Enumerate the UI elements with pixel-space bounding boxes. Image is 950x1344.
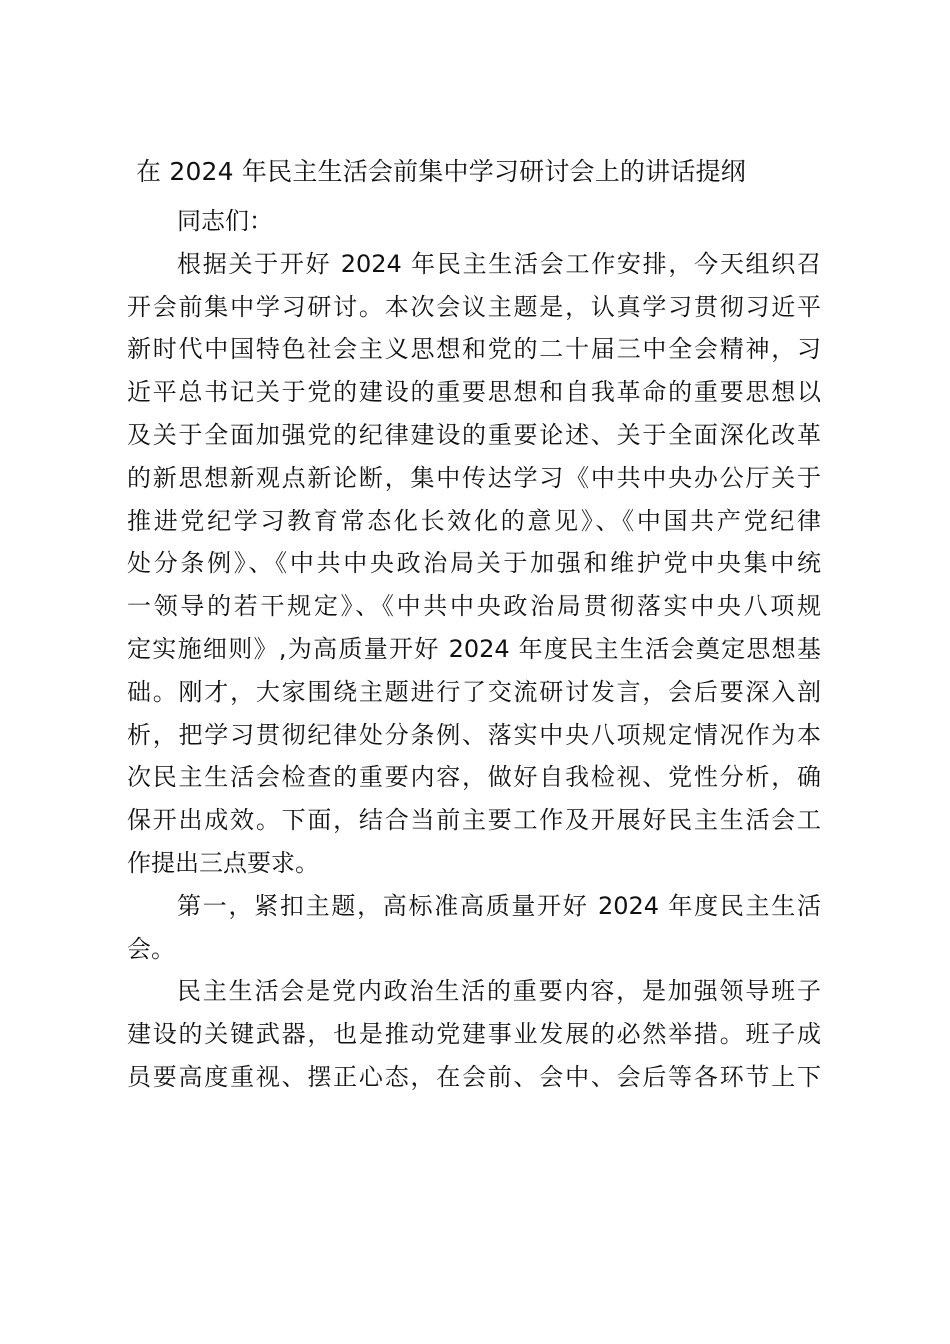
intro-paragraph <box>127 243 821 885</box>
paragraph-line: 析，把学习贯彻纪律处分条例、落实中央八项规定情况作为本 <box>127 720 821 749</box>
paragraph-line: 次民主生活会检查的重要内容，做好自我检视、党性分析，确 <box>127 763 821 792</box>
document-title: 在 2024 年民主生活会前集中学习研讨会上的讲话提纲 <box>136 157 746 186</box>
paragraph-line: 员要高度重视、摆正心态，在会前、会中、会后等各环节上下 <box>127 1062 821 1091</box>
paragraph-line: 作提出三点要求。 <box>127 848 319 877</box>
paragraph-line: 的新思想新观点新论断，集中传达学习《中共中央办公厅关于 <box>127 463 821 492</box>
paragraph-line: 础。刚才，大家围绕主题进行了交流研讨发言，会后要深入剖 <box>127 677 821 706</box>
paragraph-line: 新时代中国特色社会主义思想和党的二十届三中全会精神，习 <box>127 335 821 364</box>
document-body <box>127 200 821 1099</box>
paragraph-line: 民主生活会是党内政治生活的重要内容，是加强领导班子 <box>177 977 821 1006</box>
paragraph-line: 定实施细则》,为高质量开好 2024 年度民主生活会奠定思想基 <box>127 634 821 663</box>
paragraph-line: 一领导的若干规定》、《中共中央政治局贯彻落实中央八项规 <box>127 592 821 621</box>
paragraph-line: 近平总书记关于党的建设的重要思想和自我革命的重要思想以 <box>127 378 821 407</box>
paragraph-line: 根据关于开好 2024 年民主生活会工作安排，今天组织召 <box>177 249 821 278</box>
section-heading-paragraph <box>127 885 821 971</box>
body-paragraph <box>127 970 821 1098</box>
salutation-paragraph <box>127 200 821 243</box>
paragraph-line: 建设的关键武器，也是推动党建事业发展的必然举措。班子成 <box>127 1020 821 1049</box>
paragraph-line: 第一，紧扣主题，高标准高质量开好 2024 年度民主生活 <box>177 891 821 920</box>
paragraph-line: 开会前集中学习研讨。本次会议主题是，认真学习贯彻习近平 <box>127 292 821 321</box>
paragraph-line: 保开出成效。下面，结合当前主要工作及开展好民主生活会工 <box>127 806 821 835</box>
paragraph-line: 处分条例》、《中共中央政治局关于加强和维护党中央集中统 <box>127 549 821 578</box>
paragraph-line: 会。 <box>127 934 175 963</box>
paragraph-line: 同志们： <box>177 207 273 235</box>
paragraph-line: 推进党纪学习教育常态化长效化的意见》、《中国共产党纪律 <box>127 506 821 535</box>
paragraph-line: 及关于全面加强党的纪律建设的重要论述、关于全面深化改革 <box>127 420 821 449</box>
